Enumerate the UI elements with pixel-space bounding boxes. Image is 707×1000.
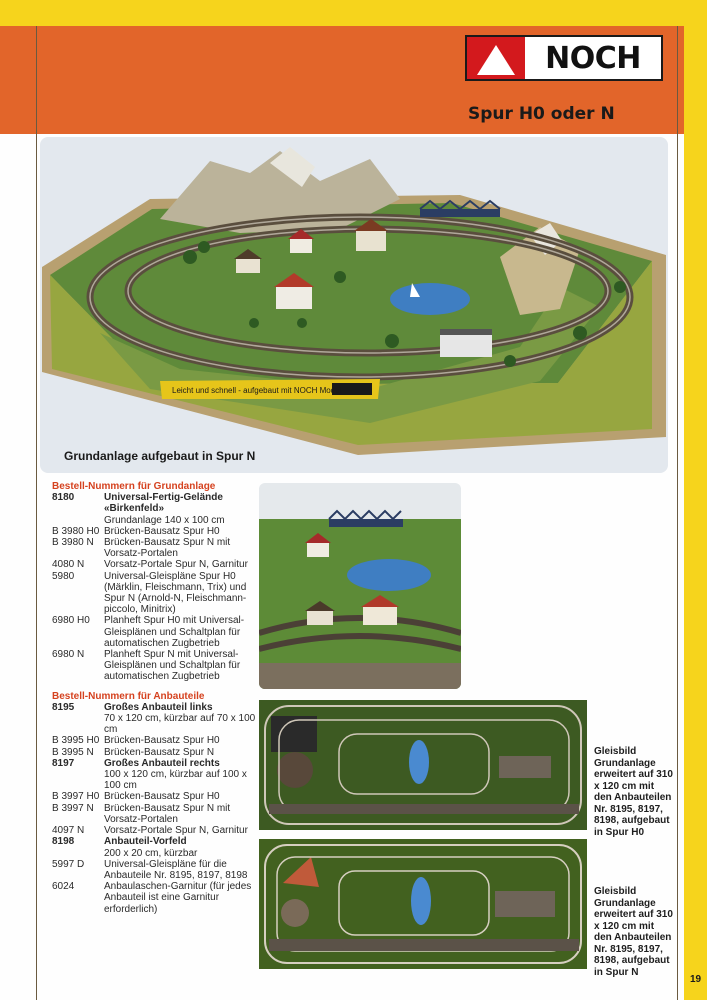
order-code: B 3995 N [52, 746, 94, 758]
order-code: B 3997 H0 [52, 791, 100, 803]
logo-triangle-icon [467, 37, 525, 79]
order-description: Brücken-Bausatz Spur H0 [104, 735, 220, 747]
order-description: Großes Anbauteil rechts [104, 757, 220, 769]
order-row [52, 881, 260, 915]
order-row [52, 769, 260, 791]
track-plan-h0 [259, 700, 587, 830]
right-yellow-margin [684, 0, 707, 1000]
order-description: Universal-Gleispläne Spur H0 (Märklin, Fleischmann, Trix) und Spur N (Arnold-N, Fleischmann-piccolo, Minitrix) [104, 570, 247, 616]
order-code: 6024 [52, 881, 75, 893]
main-photo-caption: Grundanlage aufgebaut in Spur N [64, 449, 256, 463]
order-row [52, 649, 260, 683]
order-description: Universal-Fertig-Gelände «Birkenfeld» [104, 492, 223, 515]
base-order-list [52, 492, 260, 682]
track-plan-n [259, 839, 587, 969]
top-yellow-margin [0, 0, 707, 26]
order-row [52, 526, 260, 537]
order-code: 5997 D [52, 858, 85, 870]
order-row [52, 836, 260, 847]
page-number: 19 [689, 974, 702, 985]
order-description: Brücken-Bausatz Spur N mit Vorsatz-Portalen [104, 802, 231, 825]
order-row [52, 515, 260, 526]
extension-order-heading: Bestell-Nummern für Anbauteile [52, 690, 205, 702]
logo-wordmark: NOCH [545, 40, 641, 76]
order-description: Grundanlage 140 x 100 cm [104, 514, 225, 526]
track-plan-n-illustration [259, 839, 587, 969]
section-title: Spur H0 oder N [468, 104, 615, 124]
order-description: 70 x 120 cm, kürzbar auf 70 x 100 cm [104, 713, 256, 736]
noch-logo [465, 35, 663, 81]
left-rule [36, 26, 37, 1000]
order-code: 8195 [52, 701, 75, 713]
order-row [52, 571, 260, 616]
order-row [52, 791, 260, 802]
order-description: Planheft Spur H0 mit Universal-Gleisplänen und Schaltplan für automatischen Zugbetrieb [104, 615, 245, 649]
order-code: B 3997 N [52, 802, 94, 814]
order-row [52, 747, 260, 758]
track-plan-n-caption: Gleisbild Grundanlage erweitert auf 310 x 120 cm mit den Anbauteilen Nr. 8195, 8197, 8198, aufgebaut in Spur N [594, 886, 673, 978]
order-description: Anbaulaschen-Garnitur (für jedes Anbauteil ist eine Garnitur erforderlich) [104, 881, 252, 915]
order-code: 6980 N [52, 649, 85, 661]
order-description: Universal-Gleispläne für die Anbauteile Nr. 8195, 8197, 8198 [104, 858, 248, 881]
order-code [52, 713, 104, 735]
detail-illustration [259, 483, 461, 689]
order-row [52, 859, 260, 881]
layout-sign-text: Leicht und schnell - aufgebaut mit NOCH Modell [172, 386, 344, 395]
order-row [52, 537, 260, 559]
order-row [52, 713, 260, 735]
order-description: Brücken-Bausatz Spur H0 [104, 791, 220, 803]
order-description: 200 x 20 cm, kürzbar [104, 847, 198, 859]
detail-photo [259, 483, 461, 689]
order-description: Vorsatz-Portale Spur N, Garnitur [104, 825, 248, 837]
order-row [52, 735, 260, 746]
order-description: Planheft Spur N mit Universal-Gleisplänen und Schaltplan für automatischen Zugbetrieb [104, 649, 241, 683]
track-plan-h0-illustration [259, 700, 587, 830]
order-description: Brücken-Bausatz Spur N mit Vorsatz-Portalen [104, 537, 231, 560]
order-code: B 3980 H0 [52, 525, 100, 537]
main-layout-photo [40, 137, 668, 473]
layout-illustration [40, 137, 668, 473]
order-description: Brücken-Bausatz Spur N [104, 746, 215, 758]
order-code: 8197 [52, 757, 75, 769]
order-description: Anbauteil-Vorfeld [104, 836, 187, 848]
order-code [52, 848, 104, 859]
extension-order-list [52, 702, 260, 915]
order-code: 4080 N [52, 559, 85, 571]
order-row [52, 758, 260, 769]
order-code: B 3980 N [52, 537, 94, 549]
order-description: Vorsatz-Portale Spur N, Garnitur [104, 559, 248, 571]
base-order-heading: Bestell-Nummern für Grundanlage [52, 481, 216, 492]
order-code: B 3995 H0 [52, 735, 100, 747]
order-code [52, 769, 104, 791]
order-numbers [52, 481, 260, 915]
order-row [52, 615, 260, 649]
order-code: 5980 [52, 570, 75, 582]
order-code: 4097 N [52, 825, 85, 837]
order-code: 8180 [52, 492, 75, 504]
order-description: Brücken-Bausatz Spur H0 [104, 525, 220, 537]
order-code [52, 515, 104, 526]
order-row [52, 848, 260, 859]
order-row [52, 702, 260, 713]
order-description: Großes Anbauteil links [104, 701, 213, 713]
order-row [52, 559, 260, 570]
right-rule [677, 26, 678, 1000]
order-code: 8198 [52, 836, 75, 848]
track-plan-h0-caption: Gleisbild Grundanlage erweitert auf 310 x 120 cm mit den Anbauteilen Nr. 8195, 8197, 8198, aufgebaut in Spur H0 [594, 746, 673, 838]
order-row [52, 825, 260, 836]
order-row [52, 803, 260, 825]
order-code: 6980 H0 [52, 615, 90, 627]
order-description: 100 x 120 cm, kürzbar auf 100 x 100 cm [104, 769, 247, 792]
order-row [52, 492, 260, 514]
